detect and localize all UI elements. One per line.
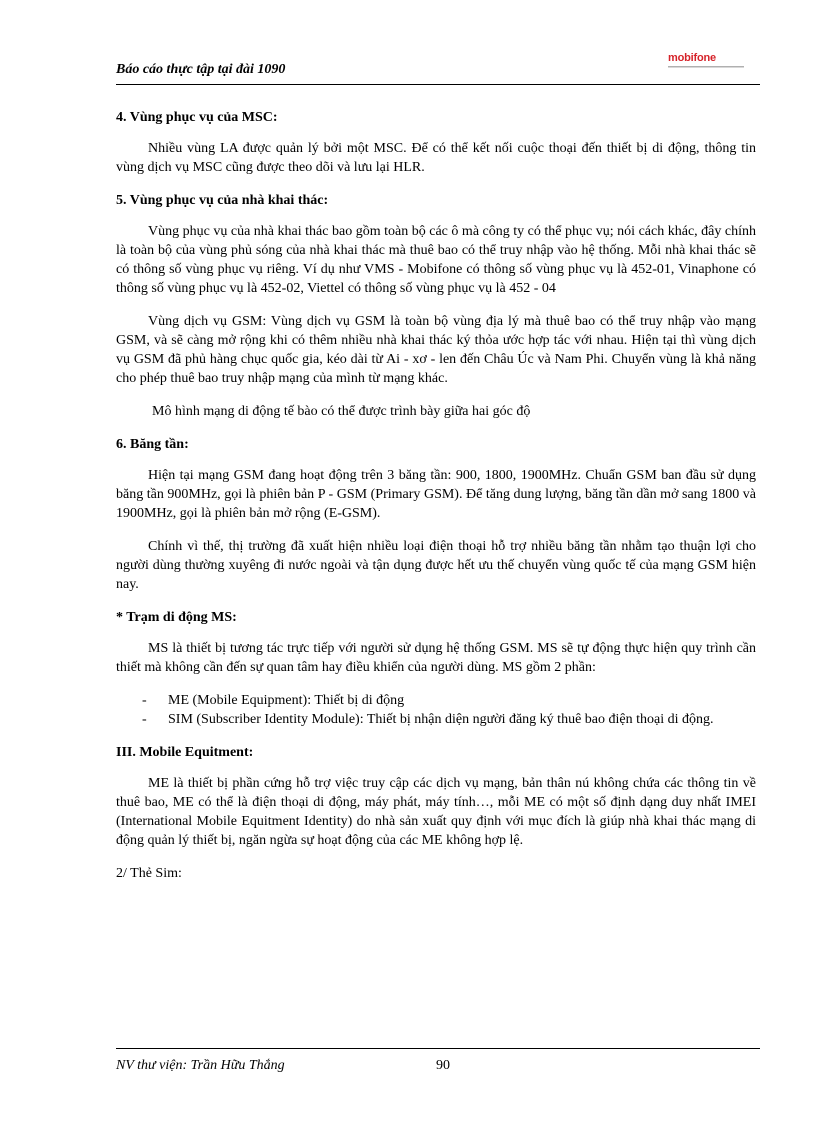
logo-underline — [668, 65, 746, 71]
section-4-paragraph: Nhiều vùng LA được quản lý bởi một MSC. Để có thể kết nối cuộc thoại đến thiết bị di động, thông tin vùng dịch vụ MSC cũng được theo dõi và lưu lại HLR. — [116, 141, 756, 175]
list-item — [116, 710, 756, 729]
sim-heading: 2/ Thẻ Sim: — [116, 866, 182, 881]
me-paragraph: ME là thiết bị phần cứng hỗ trợ việc truy cập các dịch vụ mạng, bản thân nú không chứa các thông tin về thuê bao, ME có thể là điện thoại di động, máy phát, máy tính…, mỗi ME có một số định dạng duy nhất IMEI (International Mobile Equitment Identity) do nhà sản xuất quy định với mục đích là giúp nhà khai thác mạng di động quản lý thiết bị, ngăn ngừa sự hoạt động của các ME không hợp lệ. — [116, 776, 756, 848]
section-6-paragraph-2: Chính vì thế, thị trường đã xuất hiện nhiều loại điện thoại hỗ trợ nhiều băng tần nhằm tạo thuận lợi cho người dùng thường xuyêng đi nước ngoài và tận dụng được hết ưu thế chuyển vùng quốc tế của mạng GSM hiện nay. — [116, 539, 756, 592]
footer-divider — [116, 1048, 760, 1049]
mobifone-logo — [668, 52, 746, 74]
list-item-text: SIM (Subscriber Identity Module): Thiết bị nhận diện người đăng ký thuê bao điện thoại di động. — [168, 712, 714, 727]
me-heading: III. Mobile Equitment: — [116, 745, 254, 760]
section-5-paragraph-3: Mô hình mạng di động tế bào có thể được trình bày giữa hai góc độ — [152, 404, 531, 419]
logo-text: mobifone — [668, 52, 716, 64]
section-6-paragraph-1: Hiện tại mạng GSM đang hoạt động trên 3 băng tần: 900, 1800, 1900MHz. Chuẩn GSM ban đầu sử dụng băng tần 900MHz, gọi là phiên bản P - GSM (Primary GSM). Để tăng dung lượng, băng tần dần mở sang 1800 và 1900MHz, gọi là phiên bản mở rộng (E-GSM). — [116, 468, 756, 521]
list-item — [116, 691, 756, 710]
section-5-heading: 5. Vùng phục vụ của nhà khai thác: — [116, 193, 329, 208]
section-6-heading: 6. Băng tần: — [116, 437, 189, 452]
footer-author: NV thư viện: Trần Hữu Thắng — [116, 1058, 285, 1073]
section-5-paragraph-1: Vùng phục vụ của nhà khai thác bao gồm toàn bộ các ô mà công ty có thể phục vụ; nói cách khác, đây chính là toàn bộ của vùng phủ sóng của nhà khai thác mà thuê bao có thể truy nhập vào hệ thống. Mỗi nhà khai thác sẽ có thông số vùng phục vụ riêng. Ví dụ như VMS - Mobifone có thông số vùng phục vụ là 452-01, Vinaphone có thông số vùng phục vụ là 452-02, Viettel có thông số vùng phục vụ là 452 - 04 — [116, 224, 756, 296]
logo-stripe-icon — [668, 66, 744, 69]
header-divider — [116, 84, 760, 85]
header-title: Báo cáo thực tập tại đài 1090 — [116, 62, 286, 77]
ms-component-list — [116, 691, 756, 729]
dash-bullet-icon: - — [142, 712, 147, 727]
list-item-text: ME (Mobile Equipment): Thiết bị di động — [168, 693, 405, 708]
section-5-paragraph-2: Vùng dịch vụ GSM: Vùng dịch vụ GSM là toàn bộ vùng địa lý mà thuê bao có thể truy nhập vào mạng GSM, và sẽ càng mở rộng khi có thêm nhiều nhà khai thác ký thỏa ước hợp tác với nhau. Hiện tại thì vùng dịch vụ GSM đã phủ hàng chục quốc gia, kéo dài từ Ai - xơ - len đến Châu Úc và Nam Phi. Chuyển vùng là khả năng cho phép thuê bao truy nhập mạng của mình từ mạng khác. — [116, 314, 756, 386]
page-number: 90 — [436, 1058, 450, 1073]
ms-heading: * Trạm di động MS: — [116, 610, 237, 625]
document-body — [116, 100, 756, 883]
ms-paragraph: MS là thiết bị tương tác trực tiếp với người sử dụng hệ thống GSM. MS sẽ tự động thực hiện quy trình cần thiết mà không cần đến sự quan tâm hay điều khiển của người dùng. MS gồm 2 phần: — [116, 641, 756, 675]
dash-bullet-icon: - — [142, 693, 147, 708]
section-4-heading: 4. Vùng phục vụ của MSC: — [116, 110, 278, 125]
